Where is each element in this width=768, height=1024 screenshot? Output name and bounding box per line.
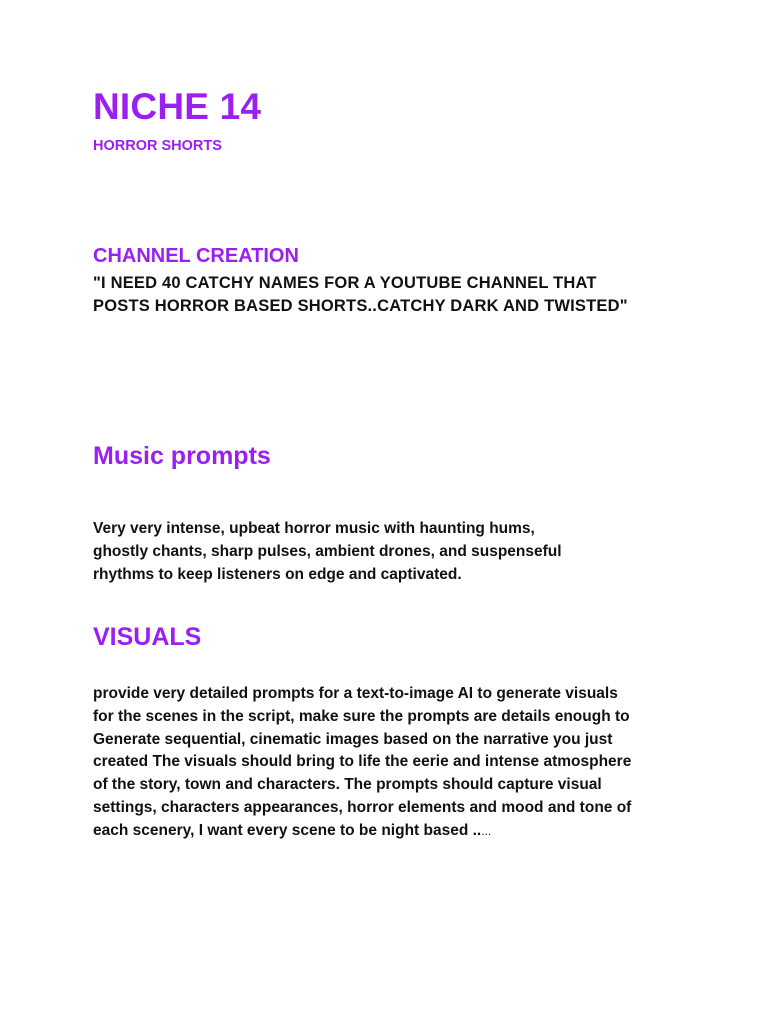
section-heading-visuals: VISUALS (93, 623, 202, 651)
truncation-ellipsis: ... (481, 823, 492, 838)
text-line: ghostly chants, sharp pulses, ambient drones, and suspenseful (93, 542, 562, 560)
section-heading-channel-creation: CHANNEL CREATION (93, 245, 299, 267)
section-body-music-prompts (93, 518, 613, 586)
text-line: rhythms to keep listeners on edge and captivated. (93, 565, 462, 583)
document-title: NICHE 14 (93, 86, 262, 127)
text-line: of the story, town and characters. The prompts should capture visual (93, 776, 602, 794)
text-line: Very very intense, upbeat horror music with haunting hums, (93, 520, 535, 537)
document-subtitle: HORROR SHORTS (93, 138, 222, 154)
text-line: provide very detailed prompts for a text-to-image AI to generate visuals (93, 685, 618, 702)
text-line: created The visuals should bring to life the eerie and intense atmosphere (93, 753, 632, 771)
text-line: POSTS HORROR BASED SHORTS..CATCHY DARK AND TWISTED" (93, 297, 628, 315)
text-line: for the scenes in the script, make sure the prompts are details enough to (93, 707, 630, 725)
text-line: Generate sequential, cinematic images based on the narrative you just (93, 730, 613, 748)
text-line: settings, characters appearances, horror elements and mood and tone of (93, 798, 632, 816)
section-heading-music-prompts: Music prompts (93, 442, 271, 470)
text-line-content: each scenery, I want every scene to be night based .. (93, 821, 482, 839)
section-body-channel-creation (93, 272, 733, 318)
text-line-last (93, 820, 668, 843)
text-line: "I NEED 40 CATCHY NAMES FOR A YOUTUBE CHANNEL THAT (93, 274, 597, 292)
section-body-visuals (93, 683, 668, 843)
